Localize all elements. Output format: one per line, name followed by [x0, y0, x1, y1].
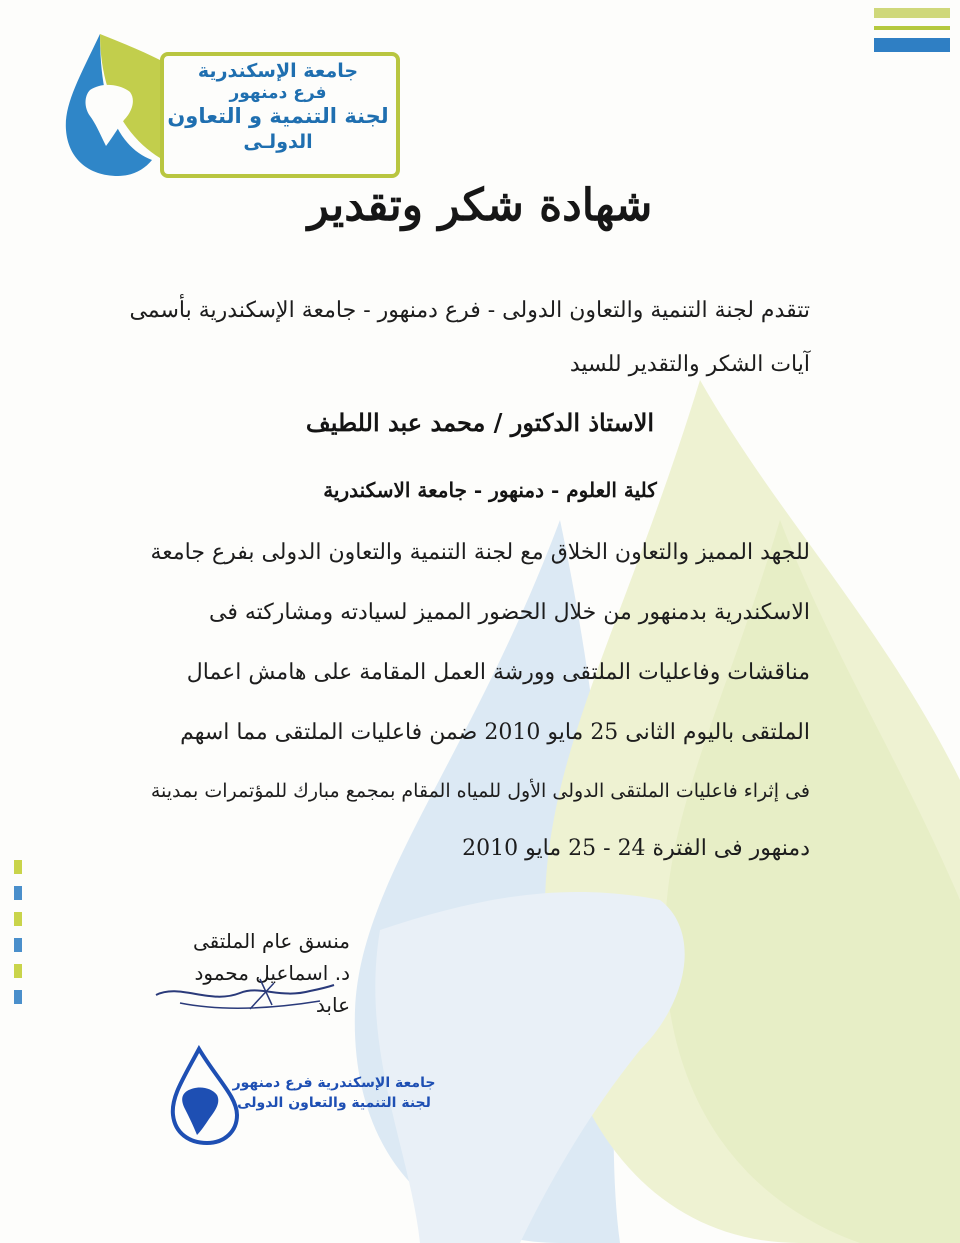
corner-stripes — [874, 8, 950, 60]
logo-branch: فرع دمنهور — [229, 83, 327, 103]
committee-logo — [60, 30, 400, 180]
logo-committee: لجنة التنمية و التعاون — [167, 104, 389, 128]
body-line-6: دمنهور فى الفترة 24 - 25 مايو 2010 — [462, 836, 810, 861]
signatory-role: منسق عام الملتقى — [192, 929, 350, 953]
body-line-5: فى إثراء فاعليات الملتقى الدولى الأول للمياه المقام بمجمع مبارك للمؤتمرات بمدينة — [150, 780, 810, 802]
body-line-4: الملتقى باليوم الثانى 25 مايو 2010 ضمن فاعليات الملتقى مما اسهم — [180, 720, 810, 745]
intro-line-2: آيات الشكر والتقدير للسيد — [569, 352, 810, 377]
signatory-name: د. اسماعيل محمود عابد — [194, 961, 350, 1017]
side-dash-marks — [14, 860, 22, 1016]
body-line-1: للجهد المميز والتعاون الخلاق مع لجنة التنمية والتعاون الدولى بفرع جامعة — [150, 540, 810, 565]
stamp-line-2: لجنة التنمية والتعاون الدولى — [237, 1095, 431, 1111]
certificate-title: شهادة شكر وتقدير — [307, 180, 653, 231]
committee-stamp — [165, 1045, 445, 1145]
logo-text — [160, 60, 396, 154]
stamp-line-1: جامعة الإسكندرية فرع دمنهور — [232, 1075, 436, 1091]
body-line-3: مناقشات وفاعليات الملتقى وورشة العمل المقامة على هامش اعمال — [186, 660, 810, 685]
logo-university: جامعة الإسكندرية — [197, 60, 359, 82]
logo-international: الدولـى — [243, 131, 313, 153]
handwritten-signature — [150, 965, 340, 1025]
recipient-name: الاستاذ الدكتور / محمد عبد اللطيف — [305, 408, 655, 437]
stamp-text — [227, 1073, 441, 1113]
intro-line-1: تتقدم لجنة التنمية والتعاون الدولى - فرع دمنهور - جامعة الإسكندرية بأسمى — [129, 298, 810, 323]
recipient-affiliation: كلية العلوم - دمنهور - جامعة الاسكندرية — [323, 478, 657, 502]
body-line-2: الاسكندرية بدمنهور من خلال الحضور المميز لسيادته ومشاركته فى — [208, 600, 810, 625]
